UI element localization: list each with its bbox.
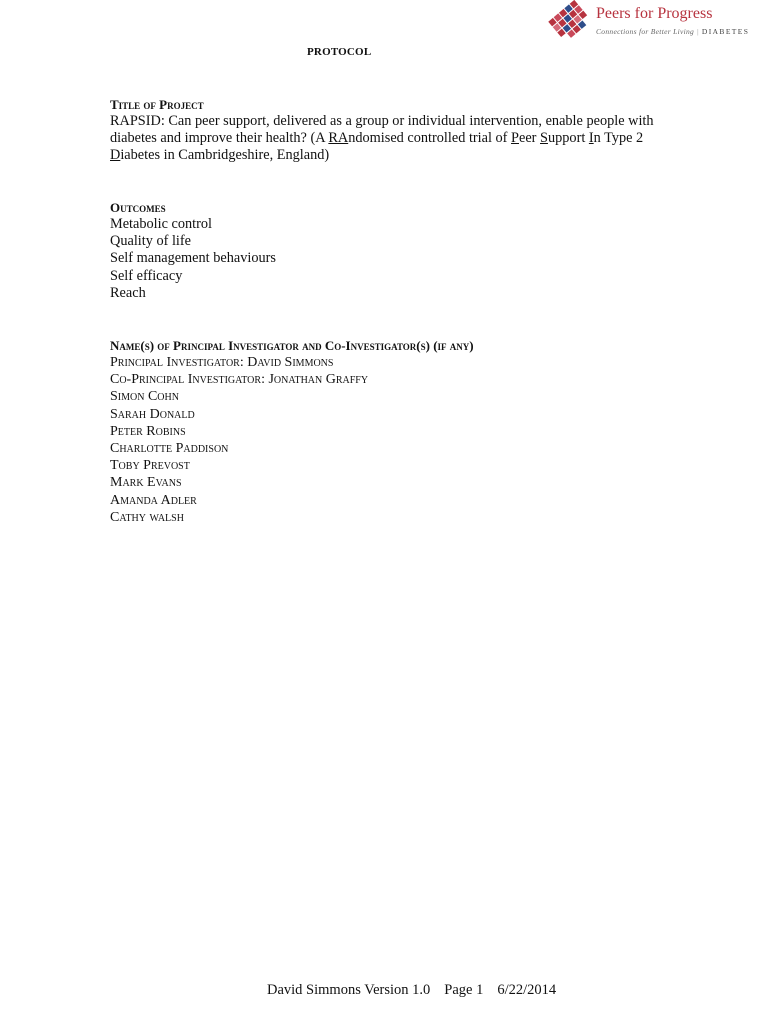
underlined-run: I	[588, 130, 594, 147]
project-title-line-2	[110, 130, 720, 147]
outcome-item: Quality of life	[110, 233, 191, 250]
logo-program: DIABETES	[701, 27, 750, 36]
outcomes-section	[110, 199, 720, 302]
outcome-item: Self management behaviours	[110, 250, 276, 267]
investigator-item: Simon Cohn	[110, 389, 179, 405]
logo-mark-icon	[546, 0, 592, 40]
underlined-run: S	[540, 130, 548, 147]
outcome-item: Self efficacy	[110, 267, 183, 284]
underlined-run: P	[511, 130, 519, 147]
outcomes-heading: Outcomes	[110, 200, 166, 215]
project-title-section	[110, 96, 720, 165]
text-run: iabetes in Cambridgeshire, England)	[120, 147, 330, 164]
investigators-heading: Name(s) of Principal Investigator and Co-Investigator(s) (if any)	[110, 338, 474, 353]
underlined-run: D	[110, 147, 121, 164]
investigator-item: Charlotte Paddison	[110, 441, 229, 457]
investigator-item: Sarah Donald	[110, 406, 195, 422]
text-run: eer	[518, 130, 541, 147]
investigator-item: Toby Prevost	[110, 458, 190, 474]
text-run: n Type 2	[593, 130, 644, 147]
logo-tag-divider: |	[697, 27, 699, 36]
investigator-item: Peter Robins	[110, 423, 186, 439]
peers-for-progress-logo	[546, 0, 768, 40]
footer-page-number: Page 1	[444, 982, 484, 998]
investigators-section	[110, 337, 720, 526]
outcome-item: Metabolic control	[110, 216, 213, 232]
logo-tagline-row	[596, 27, 749, 36]
outcome-item: Reach	[110, 284, 146, 301]
project-title-line-3	[110, 147, 720, 164]
text-run: ndomised controlled trial of	[348, 130, 512, 147]
document-heading: PROTOCOL	[307, 46, 372, 58]
project-title-line-1: RAPSID: Can peer support, delivered as a group or individual intervention, enable people with	[110, 113, 654, 129]
text-run: diabetes and improve their health? (A	[110, 130, 329, 147]
underlined-run: RA	[328, 130, 349, 147]
logo-title: Peers for Progress	[596, 5, 713, 22]
logo-tagline: Connections for Better Living	[596, 27, 695, 36]
investigator-item: Principal Investigator: David Simmons	[110, 355, 334, 370]
project-title-heading: Title of Project	[110, 97, 204, 112]
investigator-item: Amanda Adler	[110, 492, 197, 508]
investigator-item: Co-Principal Investigator: Jonathan Graffy	[110, 372, 369, 388]
text-run: upport	[547, 130, 589, 147]
page-footer	[267, 982, 570, 999]
investigator-item: Cathy walsh	[110, 509, 184, 525]
footer-date: 6/22/2014	[497, 982, 557, 998]
investigator-item: Mark Evans	[110, 475, 182, 491]
footer-author-version: David Simmons Version 1.0	[267, 982, 431, 998]
